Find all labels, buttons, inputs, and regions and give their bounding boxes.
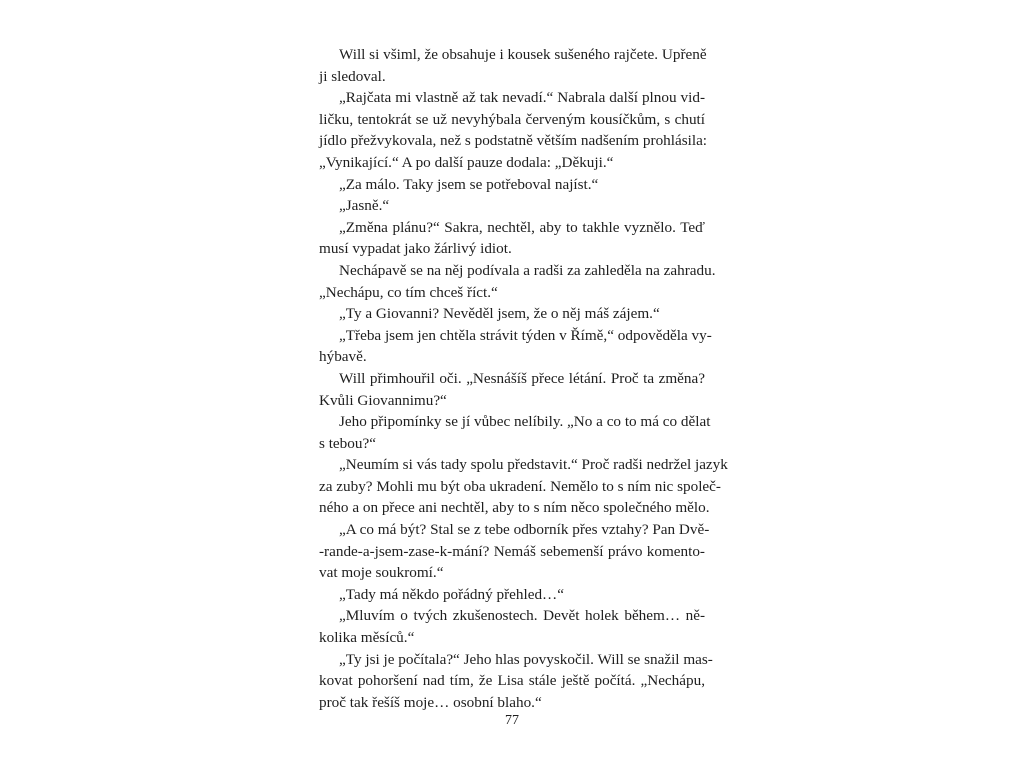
text-line: „Tady má někdo pořádný přehled…“ [339, 585, 564, 603]
text-line: „Ty jsi je počítala?“ Jeho hlas povyskočil. Will se snažil mas- [339, 650, 713, 668]
text-line: Kvůli Giovannimu?“ [319, 391, 447, 409]
text-line: kolika měsíců.“ [319, 629, 415, 647]
text-line: s tebou?“ [319, 434, 376, 452]
text-line: „Mluvím o tvých zkušenostech. Devět holek během… ně- [339, 607, 705, 625]
text-line: „Změna plánu?“ Sakra, nechtěl, aby to takhle vyznělo. Teď [339, 218, 705, 236]
text-line: Nechápavě se na něj podívala a radši za zahleděla na zahradu. [339, 261, 716, 279]
text-line: ličku, tentokrát se už nevyhýbala červeným kousíčkům, s chutí [319, 110, 705, 128]
page-number: 77 [505, 713, 519, 728]
text-line: „Nechápu, co tím chceš říct.“ [319, 283, 498, 301]
text-line: Will přimhouřil oči. „Nesnášíš přece létání. Proč ta změna? [339, 369, 705, 387]
text-line: ji sledoval. [319, 67, 386, 85]
text-line: „Ty a Giovanni? Nevěděl jsem, že o něj máš zájem.“ [339, 305, 660, 323]
text-line: „Rajčata mi vlastně až tak nevadí.“ Nabrala další plnou vid- [339, 89, 705, 107]
text-line: „Neumím si vás tady spolu představit.“ Proč radši nedržel jazyk [339, 456, 728, 474]
text-line: „Za málo. Taky jsem se potřeboval najíst.“ [339, 175, 599, 193]
text-line: musí vypadat jako žárlivý idiot. [319, 240, 512, 258]
text-line: hýbavě. [319, 348, 367, 366]
text-line: „A co má být? Stal se z tebe odborník přes vztahy? Pan Dvě- [339, 521, 710, 539]
text-line: vat moje soukromí.“ [319, 564, 444, 582]
text-line: za zuby? Mohli mu být oba ukradení. Nemělo to s ním nic společ- [319, 477, 721, 495]
text-line: „Vynikající.“ A po další pauze dodala: „Děkuji.“ [319, 153, 614, 171]
text-line: Will si všiml, že obsahuje i kousek sušeného rajčete. Upřeně [339, 46, 707, 63]
text-line: proč tak řešíš moje… osobní blaho.“ [319, 693, 542, 711]
body-text [319, 44, 728, 713]
text-line: jídlo přežvykovala, než s podstatně větším nadšením prohlásila: [319, 132, 708, 150]
text-line: -rande-a-jsem-zase-k-mání? Nemáš sebemenší právo komento- [319, 542, 705, 560]
text-line: Jeho připomínky se jí vůbec nelíbily. „No a co to má co dělat [339, 413, 711, 431]
text-line: ného a on přece ani nechtěl, aby to s ním něco společného mělo. [319, 499, 710, 517]
text-line: „Třeba jsem jen chtěla strávit týden v Římě,“ odpověděla vy- [339, 326, 712, 344]
text-line: kovat pohoršení nad tím, že Lisa stále ještě počítá. „Nechápu, [319, 672, 705, 690]
text-line: „Jasně.“ [339, 197, 390, 215]
